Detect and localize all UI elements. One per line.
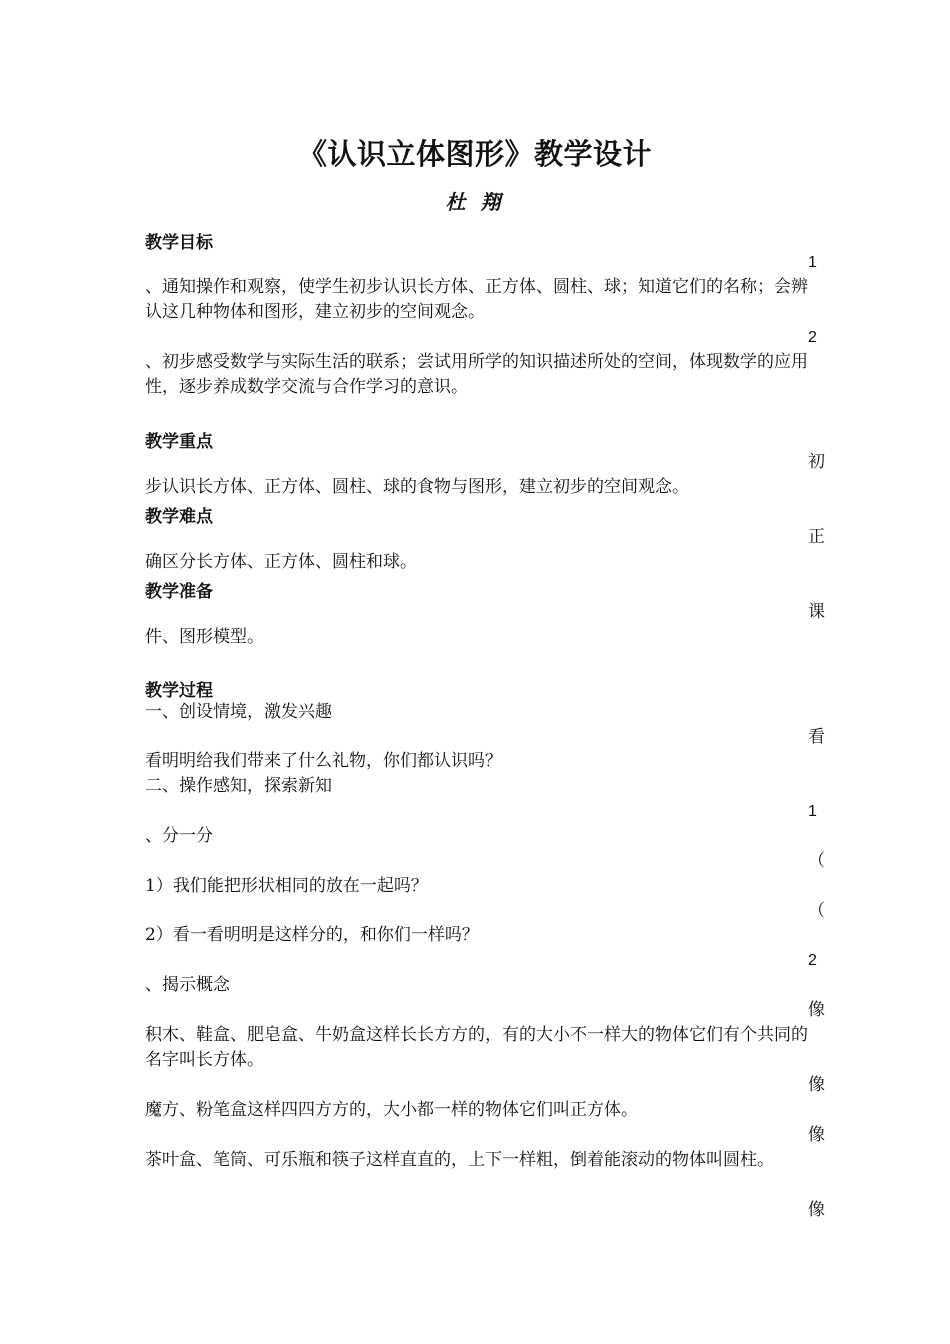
question-2-text: 2）看一看明明是这样分的，和你们一样吗？ xyxy=(145,925,479,945)
section-1-margin-char: 看 xyxy=(808,727,825,747)
process-section-1: 一、创设情境，激发兴趣 xyxy=(145,702,332,722)
concept-4-margin-char: 像 xyxy=(808,1200,825,1220)
difficulty-margin-char: 正 xyxy=(808,527,825,547)
heading-difficulty: 教学难点 xyxy=(145,507,213,527)
question-2-margin-char: （ xyxy=(808,901,825,921)
section-1-text: 看明明给我们带来了什么礼物，你们都认识吗？ xyxy=(145,751,502,771)
goal-2-text: 、初步感受数学与实际生活的联系；尝试用所学的知识描述所处的空间，体现数学的应用性，逐步养成数学交流与合作学习的意识。 xyxy=(145,352,808,397)
goal-1-number: 1 xyxy=(808,254,817,271)
concept-1-text: 积木、鞋盒、肥皂盒、牛奶盒这样长长方方的，有的大小不一样大的物体它们有个共同的名字叫长方体。 xyxy=(145,1025,808,1070)
heading-process: 教学过程 xyxy=(145,681,213,701)
heading-key-point: 教学重点 xyxy=(145,432,213,452)
key-point-margin-char: 初 xyxy=(808,452,825,472)
process-section-2: 二、操作感知，探索新知 xyxy=(145,776,332,796)
preparation-text: 件、图形模型。 xyxy=(145,627,264,647)
goal-2-number: 2 xyxy=(808,329,817,346)
concept-2-margin-char: 像 xyxy=(808,1075,825,1095)
step-1-number: 1 xyxy=(808,803,817,820)
author-name: 杜 翔 xyxy=(445,190,505,214)
difficulty-text: 确区分长方体、正方体、圆柱和球。 xyxy=(145,552,417,572)
preparation-margin-char: 课 xyxy=(808,602,825,622)
key-point-text: 步认识长方体、正方体、圆柱、球的食物与图形，建立初步的空间观念。 xyxy=(145,477,689,497)
heading-teaching-goals: 教学目标 xyxy=(145,233,213,253)
concept-1-margin-char: 像 xyxy=(808,1000,825,1020)
step-1-text: 、分一分 xyxy=(145,826,213,846)
question-1-margin-char: （ xyxy=(808,851,825,871)
concept-3-text: 茶叶盒、笔筒、可乐瓶和筷子这样直直的，上下一样粗，倒着能滚动的物体叫圆柱。 xyxy=(145,1150,774,1170)
question-1-text: 1）我们能把形状相同的放在一起吗？ xyxy=(145,876,428,896)
concept-2-text: 魔方、粉笔盒这样四四方方的，大小都一样的物体它们叫正方体。 xyxy=(145,1100,638,1120)
document-title: 《认识立体图形》教学设计 xyxy=(297,137,652,171)
step-2-text: 、揭示概念 xyxy=(145,975,230,995)
step-2-number: 2 xyxy=(808,952,817,969)
goal-1-text: 、通知操作和观察，使学生初步认识长方体、正方体、圆柱、球；知道它们的名称；会辨认这几种物体和图形，建立初步的空间观念。 xyxy=(145,277,808,322)
concept-3-margin-char: 像 xyxy=(808,1125,825,1145)
heading-preparation: 教学准备 xyxy=(145,582,213,602)
